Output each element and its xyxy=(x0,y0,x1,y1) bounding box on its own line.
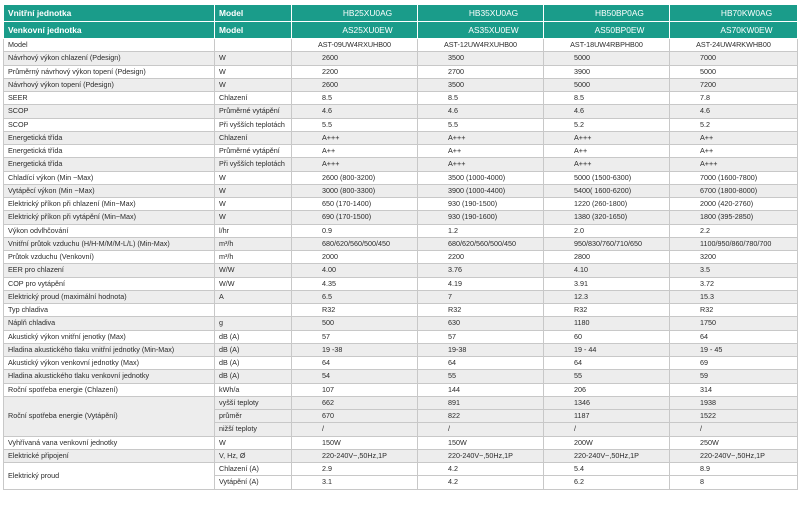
row-value: 7.8 xyxy=(670,92,798,105)
row-value: AST-18UW4RBPHB00 xyxy=(544,39,670,52)
row-value: A+++ xyxy=(292,131,418,144)
row-value: A+++ xyxy=(292,158,418,171)
row-value: 0.9 xyxy=(292,224,418,237)
row-unit: nižší teploty xyxy=(215,423,292,436)
outdoor-model: AS35XU0EW xyxy=(418,22,544,39)
row-value: 5.5 xyxy=(418,118,544,131)
row-value: 2600 xyxy=(292,52,418,65)
table-row xyxy=(4,224,798,237)
row-value: 500 xyxy=(292,317,418,330)
row-value: 690 (170-1500) xyxy=(292,211,418,224)
row-value: 200W xyxy=(544,436,670,449)
row-value: 220-240V~,50Hz,1P xyxy=(292,449,418,462)
table-row xyxy=(4,317,798,330)
row-value: 7000 xyxy=(670,52,798,65)
row-value: 1938 xyxy=(670,396,798,409)
row-value: 3.72 xyxy=(670,277,798,290)
row-value: 2000 (420-2760) xyxy=(670,198,798,211)
row-value: 5000 xyxy=(544,78,670,91)
row-unit: Průměrné vytápění xyxy=(215,105,292,118)
table-row xyxy=(4,52,798,65)
row-label: Hladina akustického tlaku vnitřní jednotky (Min-Max) xyxy=(4,343,215,356)
row-value: A++ xyxy=(544,145,670,158)
row-value: 1346 xyxy=(544,396,670,409)
row-unit: g xyxy=(215,317,292,330)
row-value: 64 xyxy=(544,357,670,370)
row-value: A+++ xyxy=(670,158,798,171)
row-unit: l/hr xyxy=(215,224,292,237)
row-value: 822 xyxy=(418,410,544,423)
row-unit xyxy=(215,39,292,52)
row-value: 6.2 xyxy=(544,476,670,489)
row-label: Návrhový výkon chlazení (Pdesign) xyxy=(4,52,215,65)
spec-table xyxy=(3,4,798,490)
row-value: / xyxy=(292,423,418,436)
table-row xyxy=(4,304,798,317)
row-label: EER pro chlazení xyxy=(4,264,215,277)
row-unit: W xyxy=(215,52,292,65)
row-value: 5000 xyxy=(544,52,670,65)
row-value: 4.6 xyxy=(670,105,798,118)
row-value: 1522 xyxy=(670,410,798,423)
table-row xyxy=(4,118,798,131)
row-value: 5000 xyxy=(670,65,798,78)
table-row xyxy=(4,145,798,158)
row-label: Energetická třída xyxy=(4,145,215,158)
row-value: 5.4 xyxy=(544,463,670,476)
outdoor-model: AS25XU0EW xyxy=(292,22,418,39)
indoor-model: HB50BP0AG xyxy=(544,5,670,22)
row-label: Energetická třída xyxy=(4,131,215,144)
row-value: 12.3 xyxy=(544,290,670,303)
row-unit: Vytápění (A) xyxy=(215,476,292,489)
row-unit: Chlazení xyxy=(215,131,292,144)
row-value: A++ xyxy=(418,145,544,158)
row-value: A+++ xyxy=(544,158,670,171)
row-value: 55 xyxy=(418,370,544,383)
row-value: AST-09UW4RXUHB00 xyxy=(292,39,418,52)
row-value: 930 (190-1500) xyxy=(418,198,544,211)
row-unit: W/W xyxy=(215,264,292,277)
row-value: 54 xyxy=(292,370,418,383)
row-label: Náplň chladiva xyxy=(4,317,215,330)
row-value: 2.2 xyxy=(670,224,798,237)
row-unit: dB (A) xyxy=(215,343,292,356)
row-value: 150W xyxy=(292,436,418,449)
row-unit: Chlazení (A) xyxy=(215,463,292,476)
row-value: 19-38 xyxy=(418,343,544,356)
row-unit: průměr xyxy=(215,410,292,423)
table-row xyxy=(4,171,798,184)
table-row xyxy=(4,78,798,91)
row-value: 891 xyxy=(418,396,544,409)
table-row xyxy=(4,436,798,449)
row-value: 4.10 xyxy=(544,264,670,277)
row-value: 4.6 xyxy=(292,105,418,118)
outdoor-unit-label: Venkovní jednotka xyxy=(4,22,215,39)
row-value: 3500 xyxy=(418,52,544,65)
row-label: Návrhový výkon topení (Pdesign) xyxy=(4,78,215,91)
row-unit: W/W xyxy=(215,277,292,290)
row-value: 2.0 xyxy=(544,224,670,237)
row-value: / xyxy=(418,423,544,436)
row-label: Elektrický proud xyxy=(4,463,215,490)
table-row xyxy=(4,290,798,303)
row-unit xyxy=(215,304,292,317)
table-row xyxy=(4,449,798,462)
row-value: / xyxy=(544,423,670,436)
row-value: 7000 (1600-7800) xyxy=(670,171,798,184)
row-value: 4.2 xyxy=(418,476,544,489)
row-unit: kWh/a xyxy=(215,383,292,396)
row-value: 5.2 xyxy=(544,118,670,131)
row-value: 4.35 xyxy=(292,277,418,290)
table-row xyxy=(4,65,798,78)
spec-table-container xyxy=(3,4,797,490)
row-value: 150W xyxy=(418,436,544,449)
row-label: Hladina akustického tlaku venkovní jednotky xyxy=(4,370,215,383)
row-label: SEER xyxy=(4,92,215,105)
row-unit: W xyxy=(215,436,292,449)
table-row xyxy=(4,343,798,356)
row-value: 2600 (800-3200) xyxy=(292,171,418,184)
row-value: 2200 xyxy=(418,251,544,264)
row-unit: W xyxy=(215,198,292,211)
row-label: Vnitřní průtok vzduchu (H/H-M/M/M-L/L) (Min-Max) xyxy=(4,237,215,250)
row-value: A++ xyxy=(670,145,798,158)
row-value: 3.5 xyxy=(670,264,798,277)
table-row xyxy=(4,383,798,396)
row-unit: dB (A) xyxy=(215,370,292,383)
row-value: 3900 (1000-4400) xyxy=(418,184,544,197)
row-value: 8.9 xyxy=(670,463,798,476)
row-value: 6.5 xyxy=(292,290,418,303)
row-value: 64 xyxy=(670,330,798,343)
row-value: 2200 xyxy=(292,65,418,78)
row-value: 5000 (1500-6300) xyxy=(544,171,670,184)
table-row xyxy=(4,277,798,290)
row-unit: W xyxy=(215,211,292,224)
row-unit: W xyxy=(215,78,292,91)
row-label: Vyhřívaná vana venkovní jednotky xyxy=(4,436,215,449)
row-value: 314 xyxy=(670,383,798,396)
row-value: 206 xyxy=(544,383,670,396)
row-value: 144 xyxy=(418,383,544,396)
row-value: AST-12UW4RXUHB00 xyxy=(418,39,544,52)
row-label: Průměrný návrhový výkon topení (Pdesign) xyxy=(4,65,215,78)
row-value: 1750 xyxy=(670,317,798,330)
row-value: 930 (190-1600) xyxy=(418,211,544,224)
row-value: 3200 xyxy=(670,251,798,264)
outdoor-header-row xyxy=(4,22,798,39)
row-value: 1180 xyxy=(544,317,670,330)
row-value: 2600 xyxy=(292,78,418,91)
row-value: 1.2 xyxy=(418,224,544,237)
row-value: R32 xyxy=(670,304,798,317)
row-value: R32 xyxy=(292,304,418,317)
row-value: 3.76 xyxy=(418,264,544,277)
model-code-row xyxy=(4,39,798,52)
row-value: 220-240V~,50Hz,1P xyxy=(418,449,544,462)
row-value: 3.91 xyxy=(544,277,670,290)
row-unit: A xyxy=(215,290,292,303)
row-value: R32 xyxy=(544,304,670,317)
row-value: AST-24UW4RKWHB00 xyxy=(670,39,798,52)
row-value: 19 -38 xyxy=(292,343,418,356)
row-value: 2800 xyxy=(544,251,670,264)
row-value: 3900 xyxy=(544,65,670,78)
indoor-model: HB70KW0AG xyxy=(670,5,798,22)
row-value: A+++ xyxy=(418,131,544,144)
row-unit: vyšší teploty xyxy=(215,396,292,409)
indoor-model: HB35XU0AG xyxy=(418,5,544,22)
row-value: 1380 (320-1650) xyxy=(544,211,670,224)
table-row xyxy=(4,92,798,105)
row-value: 57 xyxy=(418,330,544,343)
row-value: 680/620/560/500/450 xyxy=(418,237,544,250)
row-value: 662 xyxy=(292,396,418,409)
row-label: COP pro vytápění xyxy=(4,277,215,290)
row-value: 8 xyxy=(670,476,798,489)
table-row xyxy=(4,158,798,171)
model-label: Model xyxy=(215,22,292,39)
row-value: 6700 (1800-8000) xyxy=(670,184,798,197)
row-value: A++ xyxy=(670,131,798,144)
row-value: 3500 xyxy=(418,78,544,91)
row-value: 3000 (800-3300) xyxy=(292,184,418,197)
row-value: 8.5 xyxy=(544,92,670,105)
row-value: 670 xyxy=(292,410,418,423)
row-value: 250W xyxy=(670,436,798,449)
row-unit: Chlazení xyxy=(215,92,292,105)
table-row xyxy=(4,264,798,277)
row-value: 4.6 xyxy=(418,105,544,118)
row-value: A+++ xyxy=(418,158,544,171)
row-label: Vytápěcí výkon (Min ~Max) xyxy=(4,184,215,197)
row-label: Elektrický příkon při chlazení (Min~Max) xyxy=(4,198,215,211)
row-value: 4.2 xyxy=(418,463,544,476)
table-row xyxy=(4,237,798,250)
table-row xyxy=(4,370,798,383)
table-row xyxy=(4,463,798,476)
row-label: Elektrický příkon při vytápění (Min~Max) xyxy=(4,211,215,224)
row-value: A+++ xyxy=(544,131,670,144)
row-label: Výkon odvlhčování xyxy=(4,224,215,237)
row-label: Model xyxy=(4,39,215,52)
row-value: 2000 xyxy=(292,251,418,264)
row-value: 59 xyxy=(670,370,798,383)
row-value: R32 xyxy=(418,304,544,317)
row-unit: Průměrné vytápění xyxy=(215,145,292,158)
row-value: 5.5 xyxy=(292,118,418,131)
row-label: SCOP xyxy=(4,118,215,131)
row-label: Energetická třída xyxy=(4,158,215,171)
row-value: 220-240V~,50Hz,1P xyxy=(670,449,798,462)
row-unit: dB (A) xyxy=(215,357,292,370)
row-value: 1220 (260-1800) xyxy=(544,198,670,211)
row-unit: m³/h xyxy=(215,237,292,250)
row-value: 1100/950/860/780/700 xyxy=(670,237,798,250)
row-value: 630 xyxy=(418,317,544,330)
row-value: 69 xyxy=(670,357,798,370)
row-value: 19 - 44 xyxy=(544,343,670,356)
row-label: Akustický výkon venkovní jednotky (Max) xyxy=(4,357,215,370)
row-value: 950/830/760/710/650 xyxy=(544,237,670,250)
row-value: 680/620/560/500/450 xyxy=(292,237,418,250)
table-row xyxy=(4,184,798,197)
row-label: Elektrické připojení xyxy=(4,449,215,462)
table-row xyxy=(4,211,798,224)
indoor-header-row xyxy=(4,5,798,22)
table-row xyxy=(4,396,798,409)
table-row xyxy=(4,357,798,370)
row-unit: V, Hz, Ø xyxy=(215,449,292,462)
row-unit: dB (A) xyxy=(215,330,292,343)
outdoor-model: AS70KW0EW xyxy=(670,22,798,39)
table-row xyxy=(4,330,798,343)
row-unit: m³/h xyxy=(215,251,292,264)
row-label: Typ chladiva xyxy=(4,304,215,317)
row-value: 4.19 xyxy=(418,277,544,290)
row-value: 57 xyxy=(292,330,418,343)
row-unit: W xyxy=(215,184,292,197)
table-row xyxy=(4,105,798,118)
row-value: 2.9 xyxy=(292,463,418,476)
row-unit: Při vyšších teplotách xyxy=(215,158,292,171)
row-value: 2700 xyxy=(418,65,544,78)
row-value: A++ xyxy=(292,145,418,158)
row-value: 19 - 45 xyxy=(670,343,798,356)
indoor-unit-label: Vnitřní jednotka xyxy=(4,5,215,22)
row-value: 1187 xyxy=(544,410,670,423)
row-value: 7 xyxy=(418,290,544,303)
row-value: 64 xyxy=(418,357,544,370)
row-label: Roční spotřeba energie (Chlazení) xyxy=(4,383,215,396)
row-label: Elektrický proud (maximální hodnota) xyxy=(4,290,215,303)
table-row xyxy=(4,198,798,211)
row-value: 220-240V~,50Hz,1P xyxy=(544,449,670,462)
row-value: 64 xyxy=(292,357,418,370)
row-value: 60 xyxy=(544,330,670,343)
row-value: 650 (170-1400) xyxy=(292,198,418,211)
row-label: Roční spotřeba energie (Vytápění) xyxy=(4,396,215,436)
row-value: / xyxy=(670,423,798,436)
row-value: 107 xyxy=(292,383,418,396)
row-value: 4.6 xyxy=(544,105,670,118)
table-row xyxy=(4,251,798,264)
indoor-model: HB25XU0AG xyxy=(292,5,418,22)
row-label: SCOP xyxy=(4,105,215,118)
row-value: 8.5 xyxy=(292,92,418,105)
row-label: Chladící výkon (Min ~Max) xyxy=(4,171,215,184)
row-value: 5400( 1600-6200) xyxy=(544,184,670,197)
row-unit: W xyxy=(215,171,292,184)
row-value: 55 xyxy=(544,370,670,383)
outdoor-model: AS50BP0EW xyxy=(544,22,670,39)
model-label: Model xyxy=(215,5,292,22)
row-value: 5.2 xyxy=(670,118,798,131)
row-label: Průtok vzduchu (Venkovní) xyxy=(4,251,215,264)
row-value: 7200 xyxy=(670,78,798,91)
row-unit: Při vyšších teplotách xyxy=(215,118,292,131)
row-value: 3500 (1000-4000) xyxy=(418,171,544,184)
row-unit: W xyxy=(215,65,292,78)
row-value: 4.00 xyxy=(292,264,418,277)
row-label: Akustický výkon vnitřní jenotky (Max) xyxy=(4,330,215,343)
table-row xyxy=(4,131,798,144)
row-value: 3.1 xyxy=(292,476,418,489)
row-value: 15.3 xyxy=(670,290,798,303)
row-value: 8.5 xyxy=(418,92,544,105)
row-value: 1800 (395-2850) xyxy=(670,211,798,224)
